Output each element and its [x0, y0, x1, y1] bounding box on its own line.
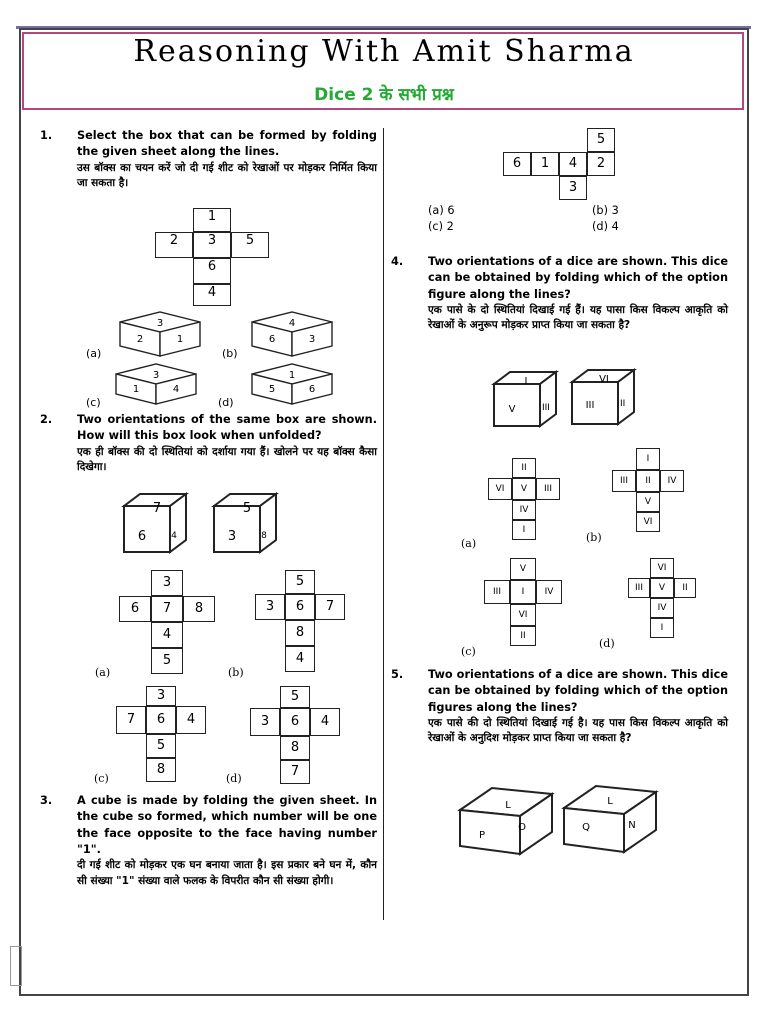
option-label: (d) — [226, 772, 242, 785]
question-text-hi: दी गई शीट को मोड़कर एक घन बनाया जाता है। इस प्रकार बने घन में, कौन सी संख्या "1" संख्या वाले फलक के विपरीत कौन सी संख्या होगी। — [77, 859, 377, 887]
question-text-en: A cube is made by folding the given sheet. In the cube so formed, which number will be one the face opposite to the face having number "1". — [77, 794, 377, 856]
option-label: (d) — [599, 637, 615, 650]
question-text-en: Select the box that can be formed by folding the given sheet along the lines. — [77, 129, 377, 159]
net-cell: III — [628, 578, 650, 598]
cube-face-label: 1 — [288, 370, 296, 381]
option-label: (b) — [222, 347, 238, 360]
cube-face-label: I — [524, 376, 528, 387]
cube-face-label: 6 — [268, 334, 276, 345]
option-b: (b) 3 — [592, 204, 619, 217]
net-cell: II — [674, 578, 696, 598]
net-cell: 6 — [146, 706, 176, 734]
question-text-en: Two orientations of a dice are shown. This dice can be obtained by folding which of the option figures along the lines? — [428, 668, 728, 714]
option-label: (c) — [461, 645, 476, 658]
option-label: (a) — [95, 666, 111, 679]
question-text-hi: एक ही बॉक्स की दो स्थितियां को दर्शाया गया हैं। खोलने पर यह बॉक्स कैसा दिखेगा। — [77, 445, 377, 474]
net-cell: 3 — [146, 686, 176, 706]
cube-face-label: 3 — [152, 370, 160, 381]
question-number: 3. — [40, 794, 53, 807]
net-cell: 3 — [559, 176, 587, 200]
cube-face-label: L — [607, 796, 613, 807]
page-title: Reasoning With Amit Sharma — [133, 34, 635, 69]
net-cell: III — [612, 470, 636, 492]
net-cell: II — [636, 470, 660, 492]
net-cell: 8 — [183, 596, 215, 622]
net-cell: 4 — [176, 706, 206, 734]
question-text-en: Two orientations of the same box are shown. How will this box look when unfolded? — [77, 413, 377, 443]
net-cell: 4 — [151, 622, 183, 648]
net-cell: 6 — [119, 596, 151, 622]
cube-face-label: 3 — [227, 529, 237, 544]
cube-face-label: 3 — [308, 334, 316, 345]
option-label: (c) — [86, 396, 101, 409]
net-cell: 4 — [310, 708, 340, 736]
question-number: 1. — [40, 129, 53, 142]
q2-cube-2 — [214, 494, 276, 552]
net-cell: III — [484, 580, 510, 604]
net-cell: V — [512, 478, 536, 500]
net-cell: II — [510, 626, 536, 646]
net-cell: 2 — [587, 152, 615, 176]
cube-face-label: 1 — [176, 334, 184, 345]
cube-face-label: 6 — [137, 529, 147, 544]
question-number: 5. — [391, 668, 404, 681]
q4-cube-2 — [572, 370, 634, 424]
net-cell: 3 — [151, 570, 183, 596]
net-cell: 6 — [280, 708, 310, 736]
net-cell: 7 — [280, 760, 310, 784]
cube-face-label: 5 — [268, 384, 276, 395]
option-label: (b) — [586, 531, 602, 544]
cube-face-label: 2 — [136, 334, 144, 345]
net-cell: 5 — [285, 570, 315, 594]
q1-option-cube-a — [120, 312, 200, 356]
cube-face-label: 6 — [308, 384, 316, 395]
option-label: (d) — [218, 396, 234, 409]
cube-face-label: V — [508, 404, 516, 415]
net-cell: 6 — [193, 258, 231, 284]
net-cell: V — [650, 578, 674, 598]
q5-cube-1 — [460, 788, 552, 854]
cube-face-label: 4 — [288, 318, 296, 329]
q2-cube-1 — [124, 494, 186, 552]
cube-face-label: II — [620, 399, 626, 409]
cube-face-label: Q — [582, 822, 590, 833]
net-cell: 4 — [285, 646, 315, 672]
cube-face-label: 4 — [171, 531, 177, 541]
net-cell: 3 — [250, 708, 280, 736]
net-cell: VI — [636, 512, 660, 532]
cube-face-label: L — [505, 800, 511, 811]
net-cell: 5 — [280, 686, 310, 708]
net-cell: I — [510, 580, 536, 604]
net-cell: IV — [512, 500, 536, 520]
cube-face-label: 7 — [152, 501, 162, 516]
net-cell: 5 — [587, 128, 615, 152]
cube-face-label: III — [585, 400, 595, 411]
question-number: 4. — [391, 255, 404, 268]
cube-face-label: 1 — [132, 384, 140, 395]
cube-face-label: N — [628, 820, 636, 831]
net-cell: V — [510, 558, 536, 580]
cube-face-label: 3 — [156, 318, 164, 329]
cube-face-label: 4 — [172, 384, 180, 395]
page-subtitle: Dice 2 के सभी प्रश्न — [314, 85, 454, 105]
cube-face-label: P — [478, 830, 486, 841]
net-cell: VI — [510, 604, 536, 626]
net-cell: 3 — [193, 232, 231, 258]
option-label: (a) — [86, 347, 102, 360]
net-cell: 7 — [151, 596, 183, 622]
net-cell: 4 — [193, 284, 231, 306]
net-cell: VI — [488, 478, 512, 500]
net-cell: 8 — [280, 736, 310, 760]
question-text-hi: उस बॉक्स का चयन करें जो दी गई शीट को रेखाओं पर मोड़कर निर्मित किया जा सकता है। — [77, 161, 377, 190]
question-number: 2. — [40, 413, 53, 426]
net-cell: 6 — [285, 594, 315, 620]
net-cell: 5 — [146, 734, 176, 758]
net-cell: 1 — [193, 208, 231, 232]
net-cell: I — [636, 448, 660, 470]
net-cell: 8 — [285, 620, 315, 646]
net-cell: VI — [650, 558, 674, 578]
question-text-hi: एक पासे की दो स्थितियां दिखाई गई है। यह पास किस विकल्प आकृति को रेखाओं के अनुदिश मोड़कर प्राप्त किया जा सकता है? — [428, 716, 728, 745]
net-cell: 5 — [151, 648, 183, 674]
option-label: (b) — [228, 666, 244, 679]
option-label: (c) — [94, 772, 109, 785]
net-cell: 8 — [146, 758, 176, 782]
q5-cube-2 — [564, 786, 656, 852]
cube-face-label: VI — [599, 374, 609, 385]
option-a: (a) 6 — [428, 204, 455, 217]
cube-face-label: O — [518, 822, 526, 833]
net-cell: IV — [660, 470, 684, 492]
net-cell: 2 — [155, 232, 193, 258]
net-cell: II — [512, 458, 536, 478]
question-text-hi: एक पासे के दो स्थितियां दिखाई गई हैं। यह पासा किस विकल्प आकृति को रेखाओं के अनुरूप मोड़कर प्राप्त किया जा सकता है? — [428, 303, 728, 332]
option-label: (a) — [461, 537, 477, 550]
question-text-en: Two orientations of a dice are shown. This dice can be obtained by folding which of the option figure along the lines? — [428, 255, 728, 301]
net-cell: 5 — [231, 232, 269, 258]
net-cell: I — [650, 618, 674, 638]
net-cell: V — [636, 492, 660, 512]
net-cell: 1 — [531, 152, 559, 176]
net-cell: I — [512, 520, 536, 540]
net-cell: IV — [536, 580, 562, 604]
cube-face-label: 8 — [261, 531, 267, 541]
cube-face-label: 5 — [242, 501, 252, 516]
net-cell: IV — [650, 598, 674, 618]
q4-cube-1 — [494, 372, 556, 426]
q1-option-cube-d — [252, 364, 332, 404]
net-cell: 7 — [116, 706, 146, 734]
option-c: (c) 2 — [428, 220, 454, 233]
cube-face-label: III — [542, 403, 550, 413]
net-cell: 6 — [503, 152, 531, 176]
net-cell: 3 — [255, 594, 285, 620]
net-cell: 4 — [559, 152, 587, 176]
net-cell: III — [536, 478, 560, 500]
option-d: (d) 4 — [592, 220, 619, 233]
q1-option-cube-c — [116, 364, 196, 404]
q1-option-cube-b — [252, 312, 332, 356]
net-cell: 7 — [315, 594, 345, 620]
